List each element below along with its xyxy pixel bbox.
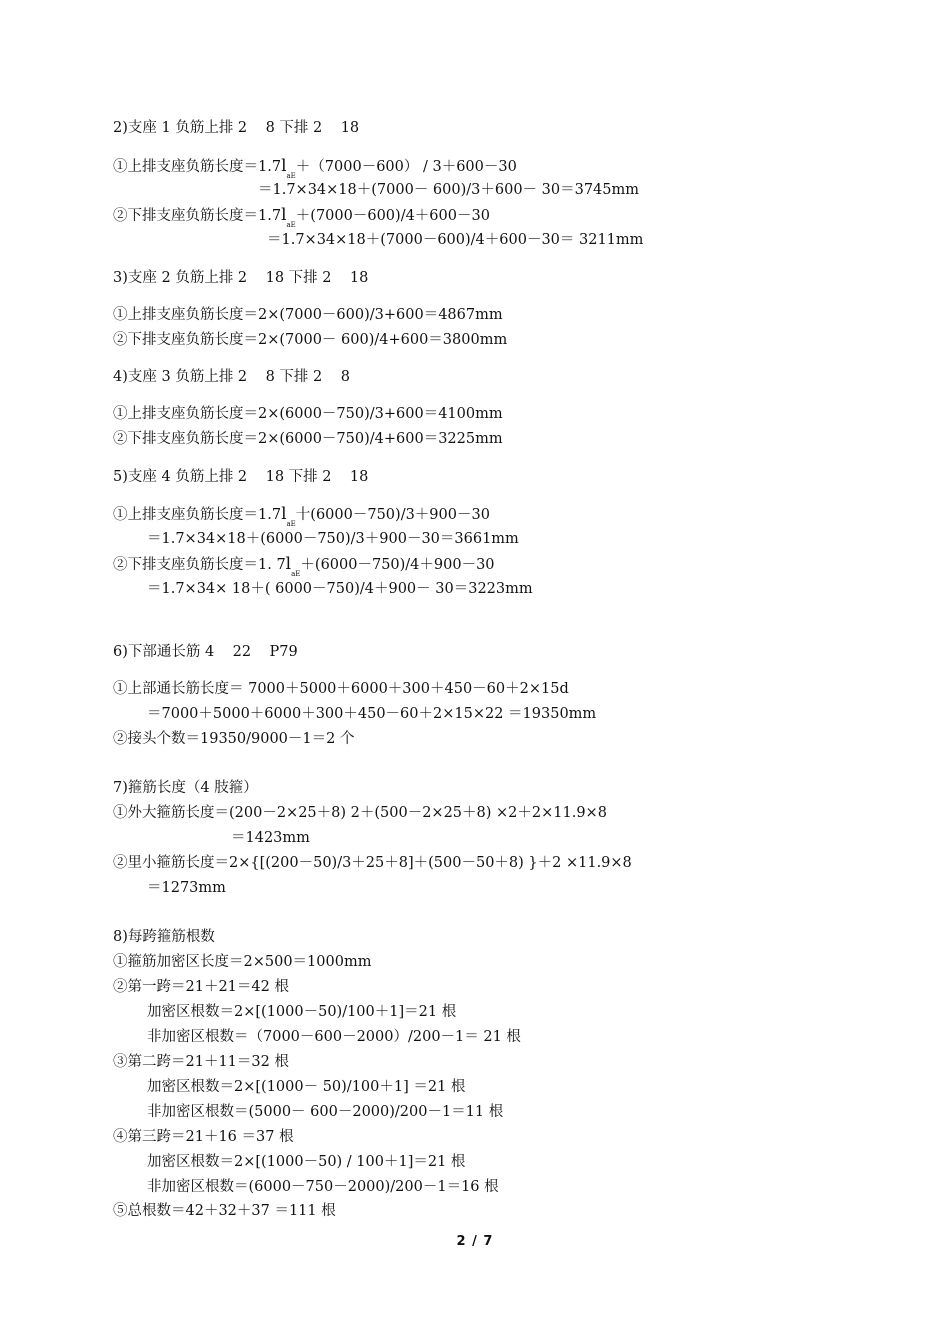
s5-line-1: ①上排支座负筋长度$=1.7l_{aE}$十(6000－750)/3＋900－30 — [113, 504, 490, 528]
s4-line-1: ①上排支座负筋长度＝2×(6000－750)/3+600＝4100mm — [113, 406, 503, 422]
page-number: 2 / 7 — [456, 1234, 494, 1249]
s4-line-2: ②下排支座负筋长度＝2×(6000－750)/4+600＝3225mm — [113, 431, 503, 447]
section-8-heading: 8)每跨箍筋根数 — [113, 929, 215, 945]
s6-line-3: ②接头个数＝19350/9000－1＝2 个 — [113, 731, 355, 747]
section-5-heading: 5)支座 4 负筋上排 2 18 下排 2 18 — [113, 469, 369, 485]
s6-line-1: ①上部通长筋长度＝ 7000＋5000＋6000＋300＋450－60＋2×15d — [113, 681, 569, 697]
s8-line-5: ③第二跨＝21＋11＝32 根 — [113, 1054, 289, 1070]
s5-line-4: ＝1.7×34× 18＋( 6000－750)/4＋900－ 30＝3223mm — [147, 581, 533, 597]
s8-line-1: ①箍筋加密区长度＝2×500＝1000mm — [113, 954, 372, 970]
s8-line-2: ②第一跨＝21＋21＝42 根 — [113, 979, 289, 995]
s7-line-4: ＝1273mm — [147, 880, 226, 896]
s8-line-3: 加密区根数＝2×[(1000－50)/100＋1]＝21 根 — [147, 1004, 457, 1020]
s7-line-2: ＝1423mm — [231, 830, 310, 846]
s2-line-2: ＝1.7×34×18＋(7000－ 600)/3＋600－ 30＝3745mm — [258, 182, 640, 198]
s7-line-1: ①外大箍筋长度＝(200－2×25＋8) 2＋(500－2×25＋8) ×2＋2×11.9×8 — [113, 805, 607, 821]
s3-line-1: ①上排支座负筋长度＝2×(7000－600)/3+600＝4867mm — [113, 307, 503, 323]
s8-line-7: 非加密区根数＝(5000－ 600－2000)/200－1＝11 根 — [147, 1104, 504, 1120]
section-2-heading: 2)支座 1 负筋上排 2 8 下排 2 18 — [113, 120, 360, 136]
s8-line-10: 非加密区根数＝(6000－750－2000)/200－1＝16 根 — [147, 1179, 499, 1195]
s8-line-9: 加密区根数＝2×[(1000－50) / 100＋1]＝21 根 — [147, 1154, 466, 1170]
s3-line-2: ②下排支座负筋长度＝2×(7000－ 600)/4+600＝3800mm — [113, 332, 508, 348]
s2-line-3: ②下排支座负筋长度$=1.7l_{aE}+(7000-600)/4+600-30$ — [113, 205, 490, 229]
section-7-heading: 7)箍筋长度（4 肢箍） — [113, 780, 258, 796]
section-4-heading: 4)支座 3 负筋上排 2 8 下排 2 8 — [113, 369, 350, 385]
s6-line-2: ＝7000＋5000＋6000＋300＋450－60＋2×15×22 ＝19350mm — [147, 706, 597, 722]
s5-line-3: ②下排支座负筋长度＝1. $7l_{aE}+(6000-750)/4+900-30$ — [113, 554, 495, 578]
s8-line-11: ⑤总根数＝42＋32＋37 ＝111 根 — [113, 1203, 336, 1219]
s8-line-4: 非加密区根数＝（7000－600－2000）/200－1＝ 21 根 — [147, 1029, 521, 1045]
s8-line-8: ④第三跨＝21＋16 ＝37 根 — [113, 1129, 294, 1145]
s5-line-2: ＝1.7×34×18＋(6000－750)/3＋900－30＝3661mm — [147, 531, 519, 547]
section-3-heading: 3)支座 2 负筋上排 2 18 下排 2 18 — [113, 270, 369, 286]
s2-line-4: ＝1.7×34×18＋(7000－600)/4＋600－30＝ 3211mm — [267, 232, 644, 248]
s2-line-1: ①上排支座负筋长度$=1.7l_{aE}+(7000-600) / 3+600-30$ — [113, 156, 517, 180]
section-6-heading: 6)下部通长筋 4 22 P79 — [113, 644, 298, 660]
s8-line-6: 加密区根数＝2×[(1000－ 50)/100＋1] ＝21 根 — [147, 1079, 466, 1095]
s7-line-3: ②里小箍筋长度＝2×{[(200－50)/3＋25＋8]＋(500－50＋8) }＋2 ×11.9×8 — [113, 855, 632, 871]
